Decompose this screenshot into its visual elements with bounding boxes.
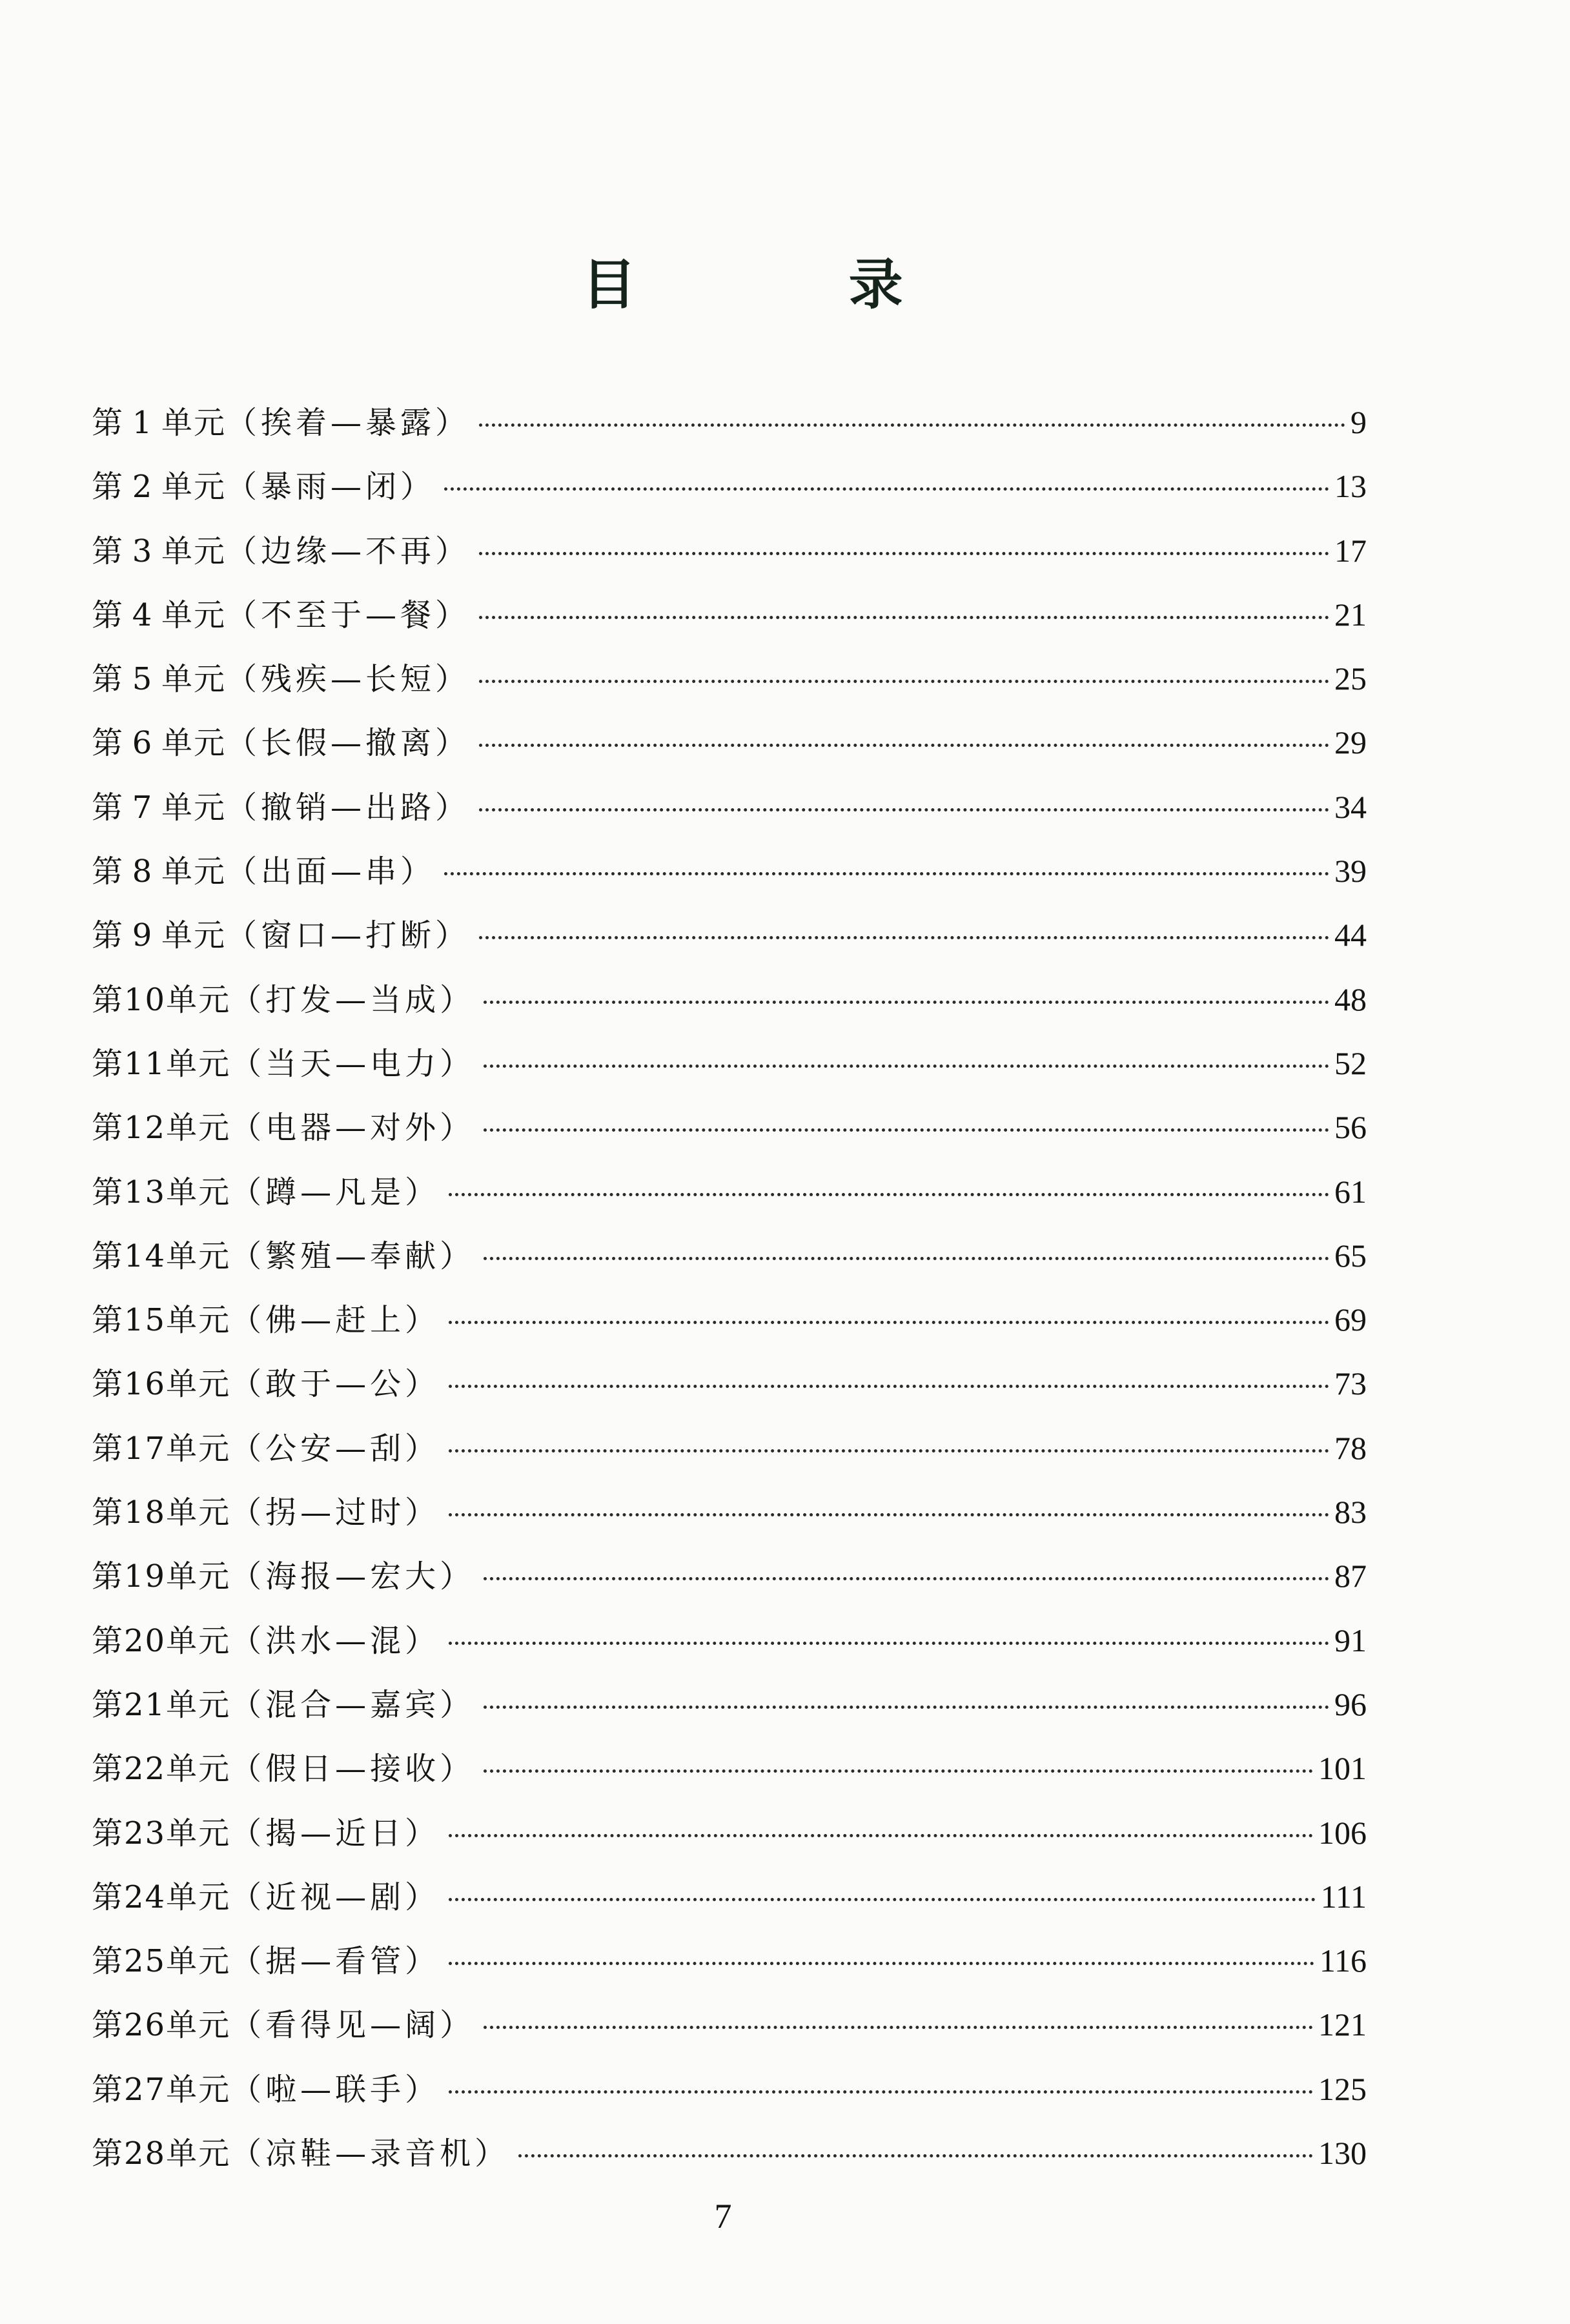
- entry-page-number: 101: [1318, 1750, 1367, 1787]
- dot-leader: [484, 1128, 1329, 1132]
- entry-word-range: （蹲—凡是）: [230, 1174, 440, 1210]
- dot-leader: [449, 1962, 1314, 1965]
- entry-page-number: 25: [1334, 660, 1367, 697]
- entry-word-range: （凉鞋—录音机）: [230, 2135, 510, 2172]
- entry-unit-label: 第25单元: [92, 1943, 231, 1980]
- entry-unit-label: 第 3 单元: [92, 533, 227, 569]
- entry-word-range: （混合—嘉宾）: [230, 1686, 475, 1723]
- toc-entry[interactable]: [92, 1737, 1367, 1800]
- entry-page-number: 130: [1318, 2135, 1367, 2172]
- entry-page-number: 34: [1334, 788, 1367, 825]
- dot-leader: [449, 1834, 1313, 1837]
- entry-unit-label: 第21单元: [92, 1686, 231, 1723]
- dot-leader: [518, 2154, 1313, 2157]
- entry-word-range: （出面—串）: [226, 853, 436, 890]
- entry-word-range: （假日—接收）: [230, 1751, 475, 1788]
- entry-unit-label: 第11单元: [92, 1045, 231, 1082]
- entry-page-number: 87: [1334, 1558, 1367, 1595]
- entry-word-range: （残疾—长短）: [226, 661, 471, 698]
- entry-page-number: 21: [1334, 596, 1367, 633]
- entry-word-range: （边缘—不再）: [226, 533, 471, 569]
- entry-unit-label: 第 1 单元: [92, 405, 227, 441]
- toc-entry[interactable]: [92, 391, 1367, 454]
- toc-entry[interactable]: [92, 1609, 1367, 1673]
- dot-leader: [484, 1769, 1313, 1773]
- entry-word-range: （近视—剧）: [230, 1879, 440, 1915]
- entry-unit-label: 第19单元: [92, 1558, 231, 1595]
- dot-leader: [484, 1065, 1329, 1068]
- entry-page-number: 56: [1334, 1109, 1367, 1146]
- toc-entry[interactable]: [92, 1416, 1367, 1480]
- dot-leader: [449, 1385, 1329, 1388]
- dot-leader: [449, 1449, 1329, 1452]
- entry-word-range: （长假—撤离）: [226, 725, 471, 762]
- toc-entry[interactable]: [92, 647, 1367, 711]
- entry-word-range: （当天—电力）: [230, 1045, 475, 1082]
- entry-page-number: 44: [1334, 917, 1367, 953]
- entry-unit-label: 第 8 单元: [92, 853, 227, 890]
- entry-word-range: （啦—联手）: [230, 2071, 440, 2108]
- dot-leader: [449, 1193, 1329, 1196]
- entry-unit-label: 第17单元: [92, 1430, 231, 1467]
- toc-entry[interactable]: [92, 1096, 1367, 1159]
- dot-leader: [449, 1642, 1329, 1645]
- entry-page-number: 39: [1334, 853, 1367, 890]
- page-title: 目 录: [582, 252, 1000, 317]
- entry-page-number: 106: [1318, 1814, 1367, 1851]
- entry-page-number: 13: [1334, 468, 1367, 505]
- entry-word-range: （打发—当成）: [230, 981, 475, 1018]
- entry-page-number: 69: [1334, 1301, 1367, 1338]
- dot-leader: [449, 2090, 1313, 2094]
- entry-unit-label: 第14单元: [92, 1238, 231, 1274]
- dot-leader: [449, 1898, 1316, 1901]
- entry-unit-label: 第18单元: [92, 1494, 231, 1531]
- entry-page-number: 83: [1334, 1494, 1367, 1531]
- toc-entry[interactable]: [92, 1480, 1367, 1544]
- entry-word-range: （海报—宏大）: [230, 1558, 475, 1595]
- dot-leader: [479, 552, 1329, 555]
- entry-unit-label: 第 5 单元: [92, 661, 227, 698]
- entry-unit-label: 第 6 单元: [92, 725, 227, 762]
- entry-page-number: 61: [1334, 1173, 1367, 1210]
- entry-unit-label: 第13单元: [92, 1174, 231, 1210]
- entry-unit-label: 第23单元: [92, 1815, 231, 1851]
- toc-entry[interactable]: [92, 903, 1367, 967]
- entry-page-number: 96: [1334, 1686, 1367, 1722]
- entry-page-number: 29: [1334, 724, 1367, 761]
- entry-word-range: （公安—刮）: [230, 1430, 440, 1467]
- toc-entry[interactable]: [92, 1673, 1367, 1737]
- entry-unit-label: 第10单元: [92, 981, 231, 1018]
- entry-word-range: （繁殖—奉献）: [230, 1238, 475, 1274]
- toc-entry[interactable]: [92, 1993, 1367, 2057]
- entry-page-number: 91: [1334, 1622, 1367, 1658]
- toc-entry[interactable]: [92, 711, 1367, 775]
- entry-word-range: （撤销—出路）: [226, 789, 471, 826]
- dot-leader: [479, 680, 1329, 683]
- entry-word-range: （拐—过时）: [230, 1494, 440, 1531]
- entry-unit-label: 第27单元: [92, 2071, 231, 2108]
- entry-unit-label: 第28单元: [92, 2135, 231, 2172]
- entry-unit-label: 第12单元: [92, 1110, 231, 1147]
- entry-word-range: （挨着—暴露）: [226, 405, 471, 441]
- toc-entry[interactable]: [92, 583, 1367, 647]
- toc-entry[interactable]: [92, 968, 1367, 1032]
- entry-page-number: 17: [1334, 532, 1367, 569]
- entry-page-number: 111: [1320, 1878, 1367, 1915]
- table-of-contents: [92, 391, 1367, 2185]
- entry-word-range: （电器—对外）: [230, 1110, 475, 1147]
- entry-word-range: （敢于—公）: [230, 1366, 440, 1403]
- entry-unit-label: 第 9 单元: [92, 917, 227, 954]
- entry-unit-label: 第24单元: [92, 1879, 231, 1915]
- toc-entry[interactable]: [92, 2057, 1367, 2121]
- dot-leader: [444, 872, 1329, 875]
- entry-word-range: （佛—赶上）: [230, 1302, 440, 1339]
- dot-leader: [479, 808, 1329, 811]
- entry-word-range: （不至于—餐）: [226, 596, 471, 633]
- entry-word-range: （洪水—混）: [230, 1622, 440, 1659]
- dot-leader: [484, 1001, 1329, 1004]
- toc-entry[interactable]: [92, 1160, 1367, 1224]
- toc-entry[interactable]: [92, 1224, 1367, 1288]
- page-number: 7: [714, 2197, 732, 2236]
- dot-leader: [479, 744, 1329, 747]
- toc-entry[interactable]: [92, 775, 1367, 839]
- entry-unit-label: 第 4 单元: [92, 596, 227, 633]
- dot-leader: [449, 1321, 1329, 1324]
- entry-page-number: 9: [1351, 404, 1367, 440]
- dot-leader: [484, 2026, 1313, 2029]
- dot-leader: [449, 1513, 1329, 1516]
- toc-entry[interactable]: [92, 1865, 1367, 1929]
- entry-page-number: 125: [1318, 2070, 1367, 2107]
- entry-page-number: 48: [1334, 981, 1367, 1017]
- dot-leader: [484, 1257, 1329, 1260]
- entry-page-number: 116: [1319, 1942, 1367, 1979]
- entry-unit-label: 第 7 单元: [92, 789, 227, 826]
- entry-unit-label: 第15单元: [92, 1302, 231, 1339]
- dot-leader: [479, 936, 1329, 939]
- entry-page-number: 52: [1334, 1045, 1367, 1081]
- dot-leader: [484, 1706, 1329, 1709]
- entry-unit-label: 第22单元: [92, 1751, 231, 1788]
- toc-entry[interactable]: [92, 1032, 1367, 1096]
- toc-entry[interactable]: [92, 1801, 1367, 1865]
- entry-unit-label: 第16单元: [92, 1366, 231, 1403]
- entry-unit-label: 第 2 单元: [92, 469, 227, 505]
- entry-page-number: 121: [1318, 2006, 1367, 2043]
- entry-unit-label: 第20单元: [92, 1622, 231, 1659]
- entry-word-range: （看得见—阔）: [230, 2007, 475, 2044]
- entry-page-number: 73: [1334, 1365, 1367, 1402]
- toc-entry[interactable]: [92, 1544, 1367, 1608]
- toc-entry[interactable]: [92, 1288, 1367, 1352]
- dot-leader: [479, 616, 1329, 619]
- entry-unit-label: 第26单元: [92, 2007, 231, 2044]
- toc-entry[interactable]: [92, 1929, 1367, 1993]
- entry-word-range: （据—看管）: [230, 1943, 440, 1980]
- entry-word-range: （窗口—打断）: [226, 917, 471, 954]
- toc-entry[interactable]: [92, 1352, 1367, 1416]
- dot-leader: [484, 1577, 1329, 1580]
- dot-leader: [444, 487, 1329, 491]
- toc-entry[interactable]: [92, 2121, 1367, 2185]
- entry-page-number: 65: [1334, 1237, 1367, 1274]
- toc-entry[interactable]: [92, 454, 1367, 518]
- toc-entry[interactable]: [92, 519, 1367, 583]
- entry-word-range: （揭—近日）: [230, 1815, 440, 1851]
- toc-entry[interactable]: [92, 839, 1367, 903]
- dot-leader: [479, 423, 1345, 427]
- entry-page-number: 78: [1334, 1429, 1367, 1466]
- entry-word-range: （暴雨—闭）: [226, 469, 436, 505]
